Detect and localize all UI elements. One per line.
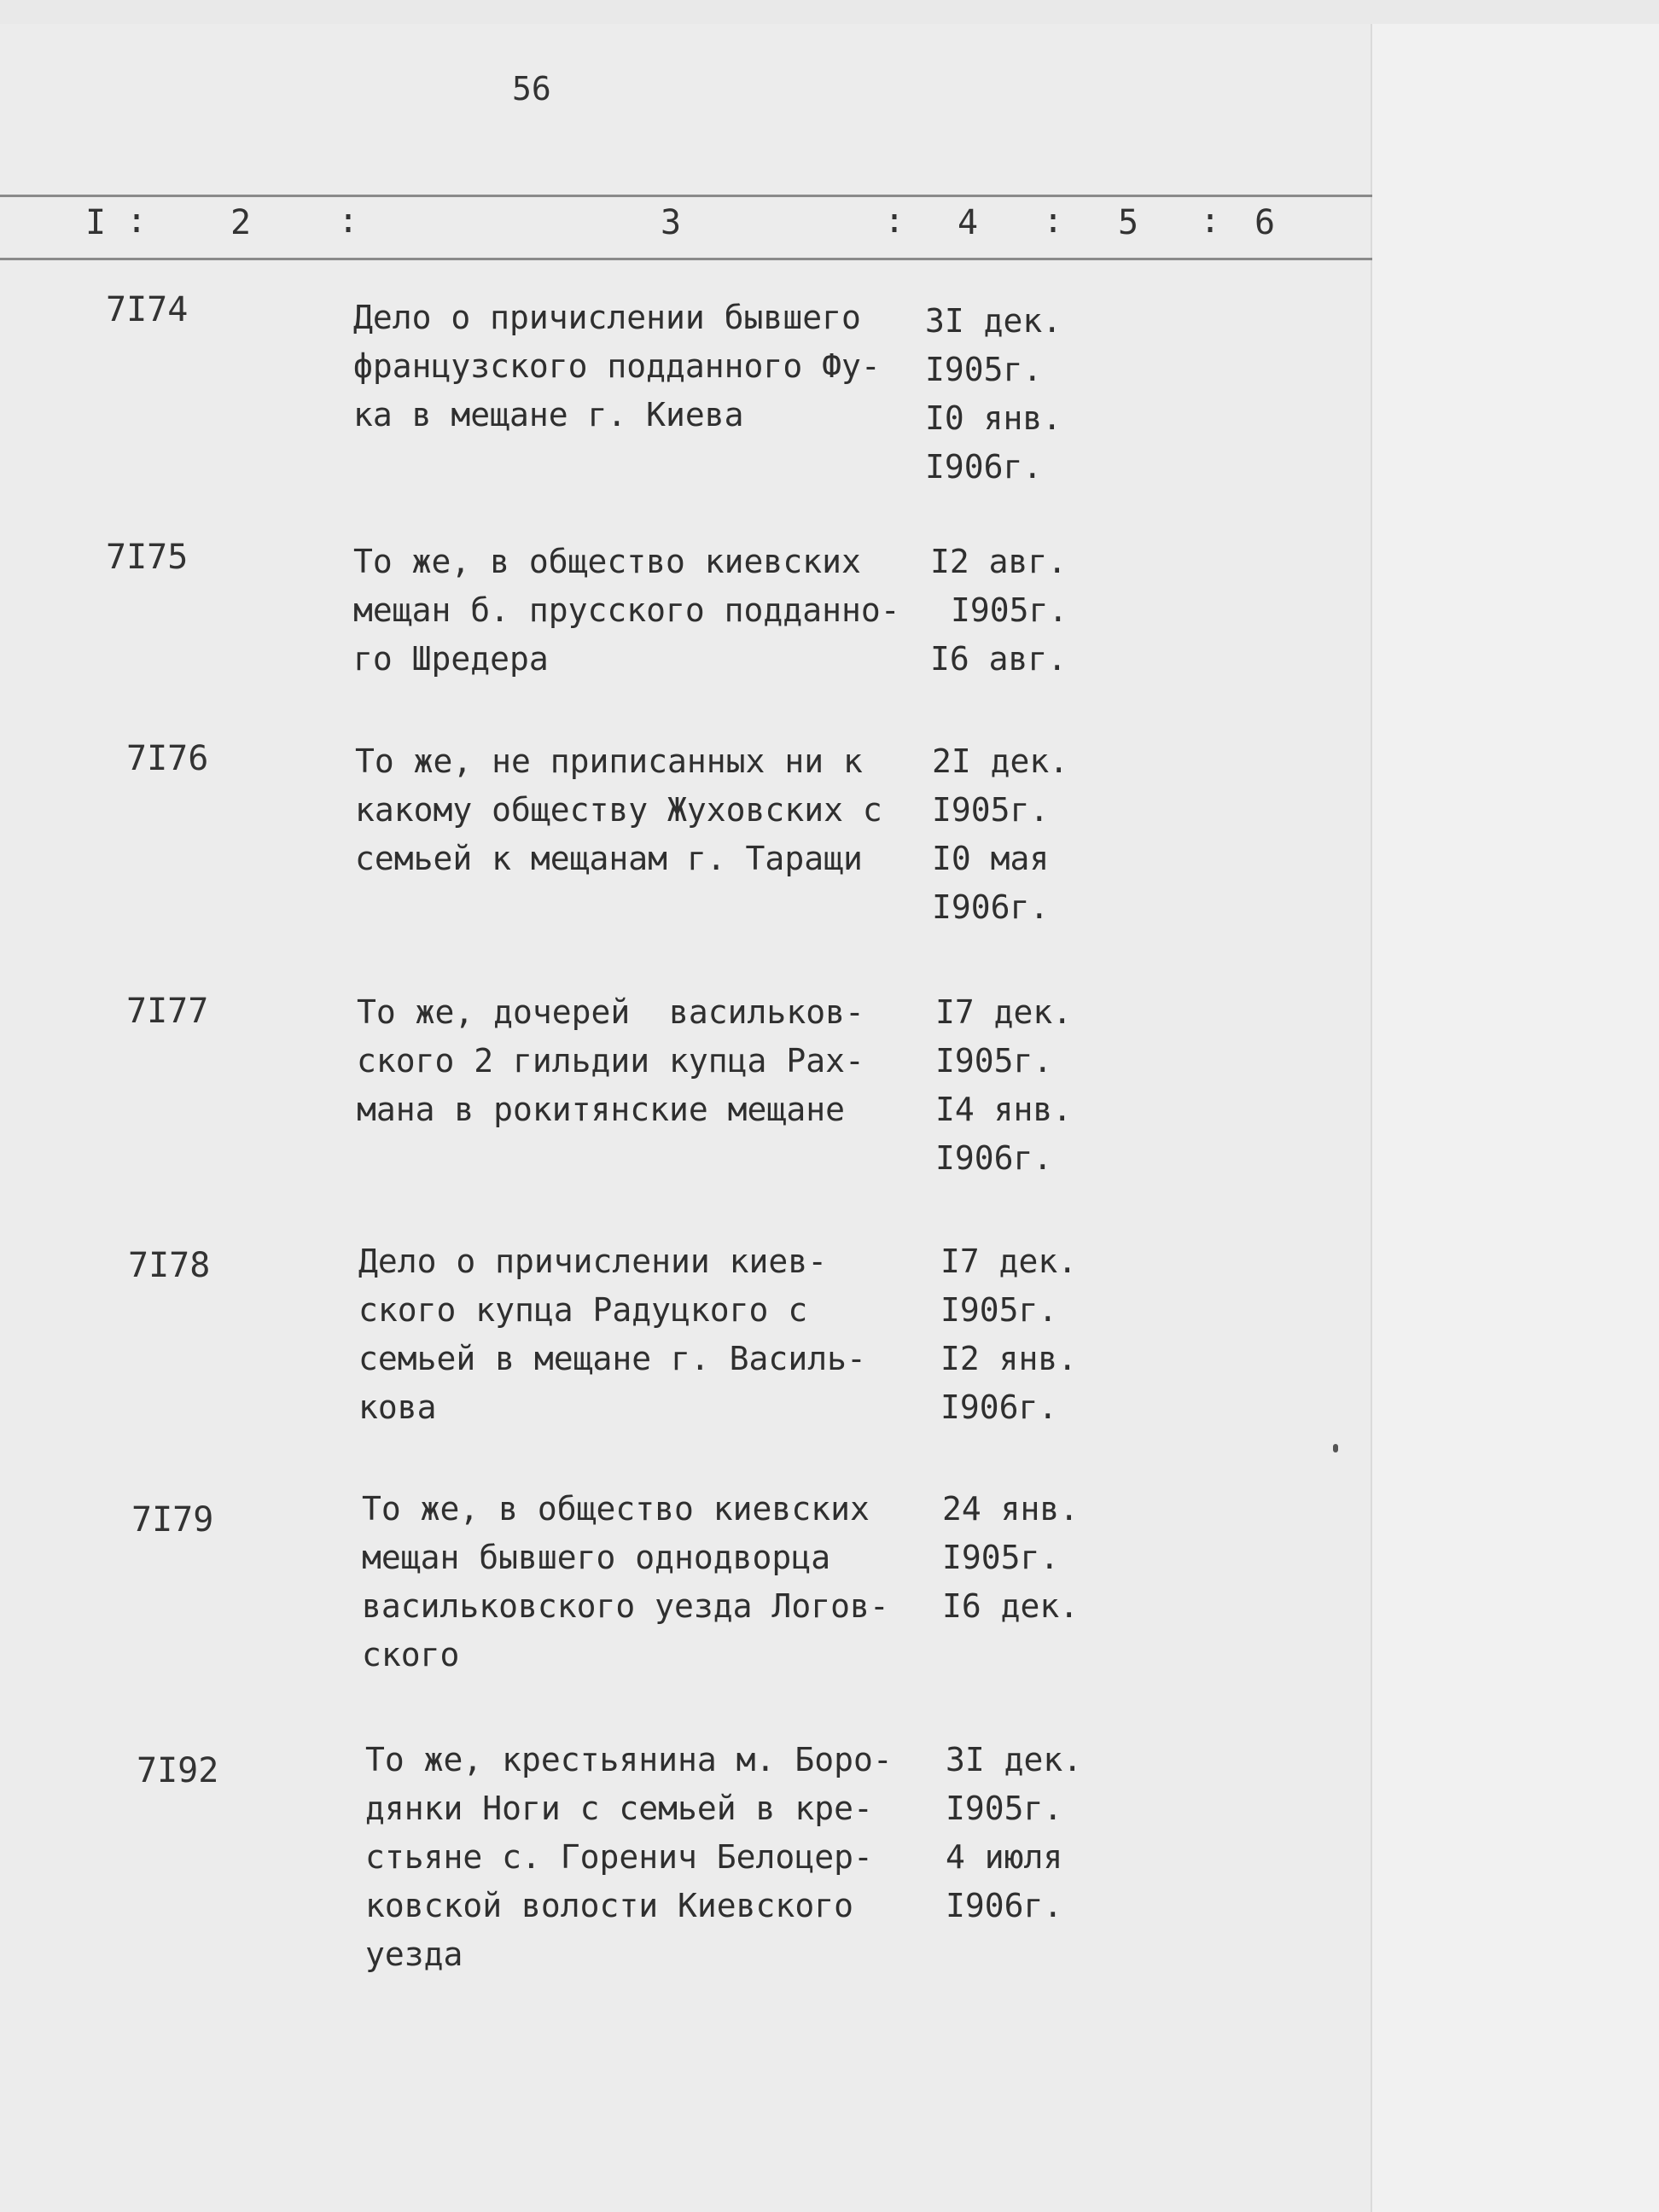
record-dates: 3I дек. I905г. 4 июля I906г. xyxy=(946,1741,1083,1924)
record-dates: 24 янв. I905г. I6 дек. xyxy=(942,1490,1080,1625)
record-dates: 2I дек. I905г. I0 мая I906г. xyxy=(932,742,1069,926)
record-dates: I7 дек. I905г. I2 янв. I906г. xyxy=(940,1243,1078,1426)
column-separator: : xyxy=(884,201,905,241)
column-separator: : xyxy=(126,201,148,241)
record-number: 7I92 xyxy=(137,1751,219,1790)
record-title: То же, дочерей васильков- ского 2 гильдии купца Рах- мана в рокитянские мещане xyxy=(357,993,864,1128)
record-title: То же, крестьянина м. Боро- дянки Ноги с семьей в кре- стьяне с. Горенич Белоцер- ковской волости Киевского уезда xyxy=(365,1741,893,1973)
column-separator: : xyxy=(338,201,359,241)
next-page-edge xyxy=(1371,24,1659,2212)
column-separator: : xyxy=(1200,201,1221,241)
column-header-4: 4 xyxy=(958,203,979,242)
record-number: 7I75 xyxy=(106,538,189,577)
record-number: 7I76 xyxy=(126,739,209,778)
header-rule-bottom xyxy=(0,258,1372,260)
record-title: Дело о причислении киев- ского купца Радуцкого с семьей в мещане г. Василь- кова xyxy=(358,1243,866,1426)
column-header-2: 2 xyxy=(230,203,252,242)
record-dates: I7 дек. I905г. I4 янв. I906г. xyxy=(935,993,1073,1177)
record-number: 7I74 xyxy=(106,290,189,329)
page-number: 56 xyxy=(512,70,551,108)
record-title: То же, в общество киевских мещан б. прусского подданно- го Шредера xyxy=(353,543,900,678)
record-title: То же, в общество киевских мещан бывшего однодворца васильковского уезда Логов- ского xyxy=(362,1490,889,1674)
column-header-1: I xyxy=(85,203,107,242)
record-number: 7I77 xyxy=(126,992,209,1031)
record-title: Дело о причислении бывшего французского подданного Фу- ка в мещане г. Киева xyxy=(353,299,881,434)
column-header-6: 6 xyxy=(1254,203,1276,242)
header-rule-top xyxy=(0,195,1372,197)
column-separator: : xyxy=(1043,201,1064,241)
record-dates: 3I дек. I905г. I0 янв. I906г. xyxy=(925,302,1062,486)
record-number: 7I78 xyxy=(128,1246,211,1285)
column-header-3: 3 xyxy=(661,203,682,242)
record-dates: I2 авг. I905г. I6 авг. xyxy=(930,543,1068,678)
record-title: То же, не приписанных ни к какому обществу Жуховских с семьей к мещанам г. Таращи xyxy=(355,742,882,877)
record-number: 7I79 xyxy=(131,1500,214,1540)
paper-speck xyxy=(1333,1444,1338,1452)
column-header-5: 5 xyxy=(1118,203,1139,242)
